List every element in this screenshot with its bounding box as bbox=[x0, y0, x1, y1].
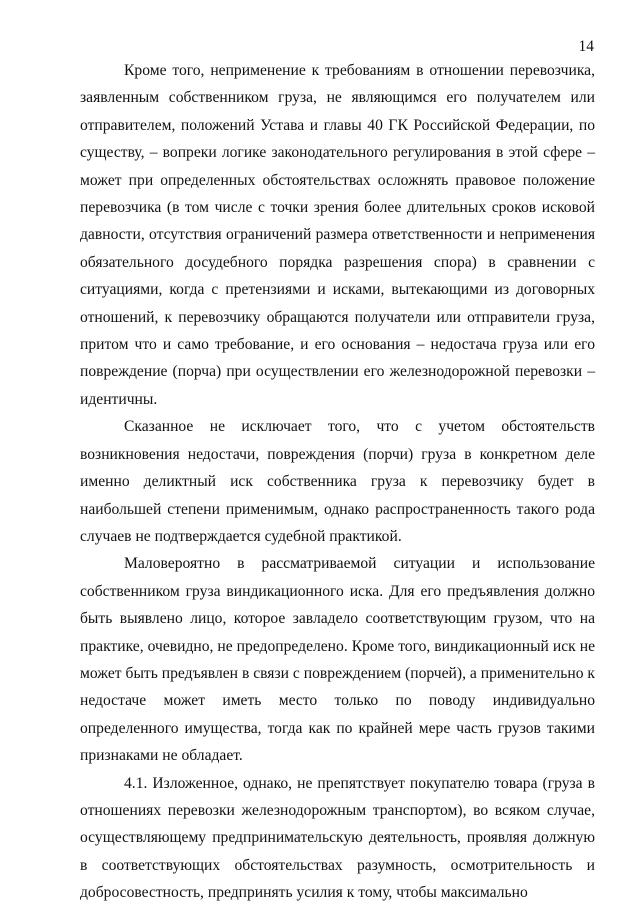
paragraph-3: Маловероятно в рассматриваемой ситуации и использование собственником груза виндикационного иска. Для его предъявления должно быть выявлено лицо, которое завладело соответствующим грузом, что на практике, очевидно, не предопределено. Кроме того, виндикационный иск не может быть предъявлен в связи с повреждением (порчей), а применительно к недостаче может иметь место только по поводу индивидуально определенного имущества, тогда как по крайней мере часть грузов такими признаками не обладает. bbox=[80, 555, 595, 765]
body-text bbox=[80, 57, 595, 907]
paragraph-4: 4.1. Изложенное, однако, не препятствует покупателю товара (груза в отношениях перевозки железнодорожным транспортом), во всяком случае, осуществляющему предпринимательскую деятельность, проявляя должную в соответствующих обстоятельствах разумность, осмотрительность и добросовестность, предпринять усилия к тому, чтобы максимально bbox=[80, 774, 595, 902]
paragraph-2: Сказанное не исключает того, что с учетом обстоятельств возникновения недостачи, повреждения (порчи) груза в конкретном деле именно деликтный иск собственника груза к перевозчику будет в наибольшей степени применимым, однако распространенность такого рода случаев не подтверждается судебной практикой. bbox=[80, 418, 595, 545]
page-number: 14 bbox=[578, 38, 594, 55]
paragraph-1: Кроме того, неприменение к требованиям в отношении перевозчика, заявленным собственником груза, не являющимся его получателем или отправителем, положений Устава и главы 40 ГК Российской Федерации, по существу, – вопреки логике законодательного регулирования в этой сфере – может при определенных обстоятельствах осложнять правовое положение перевозчика (в том числе с точки зрения более длительных сроков исковой давности, отсутствия ограничений размера ответственности и неприменения обязательного досудебного порядка разрешения спора) в сравнении с ситуациями, когда с претензиями и исками, вытекающими из договорных отношений, к перевозчику обращаются получатели или отправители груза, притом что и само требование, и его основания – недостача груза или его повреждение (порча) при осуществлении его железнодорожной перевозки – идентичны. bbox=[80, 62, 595, 408]
